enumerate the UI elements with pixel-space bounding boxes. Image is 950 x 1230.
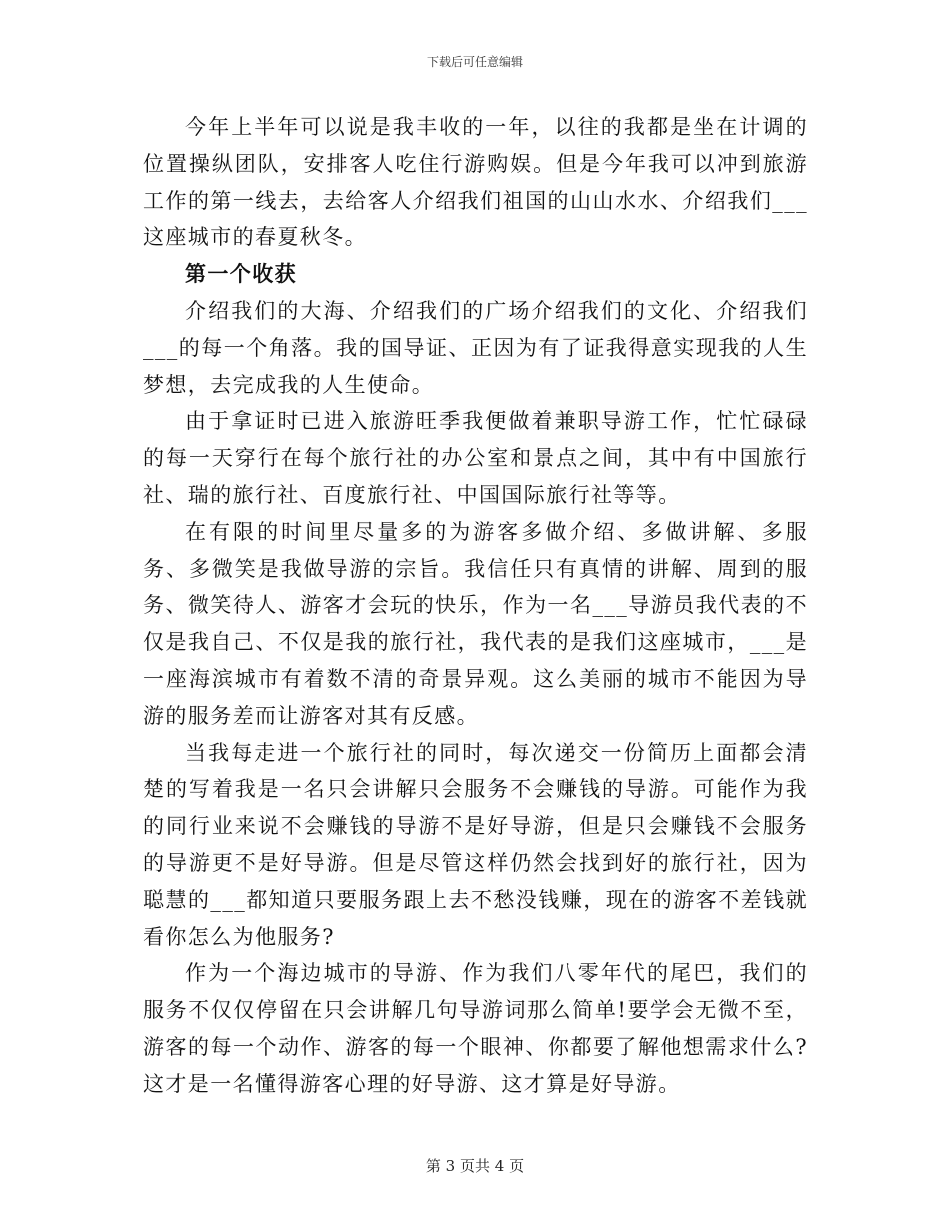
page-number: 第 3 页共 4 页: [425, 1157, 525, 1175]
paragraph-principle: 在有限的时间里尽量多的为游客多做介绍、多做讲解、多服务、多微笑是我做导游的宗旨。我信任只有真情的讲解、周到的服务、微笑待人、游客才会玩的快乐，作为一名___导游员我代表的不仅是我自己、不仅是我的旅行社，我代表的是我们这座城市，___是一座海滨城市有着数不清的奇景异观。这么美丽的城市不能因为导游的服务差而让游客对其有反感。: [143, 519, 808, 728]
paragraph-service: 作为一个海边城市的导游、作为我们八零年代的尾巴，我们的服务不仅仅停留在只会讲解几句导游词那么简单!要学会无微不至，游客的每一个动作、游客的每一个眼神、你都要了解他想需求什么?这才是一名懂得游客心理的好导游、这才算是好导游。: [143, 961, 808, 1096]
paragraph-introduce: 介绍我们的大海、介绍我们的广场介绍我们的文化、介绍我们___的每一个角落。我的国导证、正因为有了证我得意实现我的人生梦想，去完成我的人生使命。: [143, 298, 808, 397]
section-heading: 第一个收获: [185, 262, 297, 287]
paragraph-intro: 今年上半年可以说是我丰收的一年，以往的我都是坐在计调的位置操纵团队，安排客人吃住行游购娱。但是今年我可以冲到旅游工作的第一线去，去给客人介绍我们祖国的山山水水、介绍我们___这座城市的春夏秋冬。: [143, 115, 808, 250]
document-body: [143, 109, 808, 1103]
paragraph-part-time: 由于拿证时已进入旅游旺季我便做着兼职导游工作，忙忙碌碌的每一天穿行在每个旅行社的办公室和景点之间，其中有中国旅行社、瑞的旅行社、百度旅行社、中国国际旅行社等等。: [143, 409, 808, 507]
page-header: 下载后可任意编辑: [426, 55, 523, 69]
paragraph-resume: 当我每走进一个旅行社的同时，每次递交一份简历上面都会清楚的写着我是一名只会讲解只会服务不会赚钱的导游。可能作为我的同行业来说不会赚钱的导游不是好导游，但是只会赚钱不会服务的导游更不是好导游。但是尽管这样仍然会找到好的旅行社，因为聪慧的___都知道只要服务跟上去不愁没钱赚，现在的游客不差钱就看你怎么为他服务?: [143, 740, 808, 949]
